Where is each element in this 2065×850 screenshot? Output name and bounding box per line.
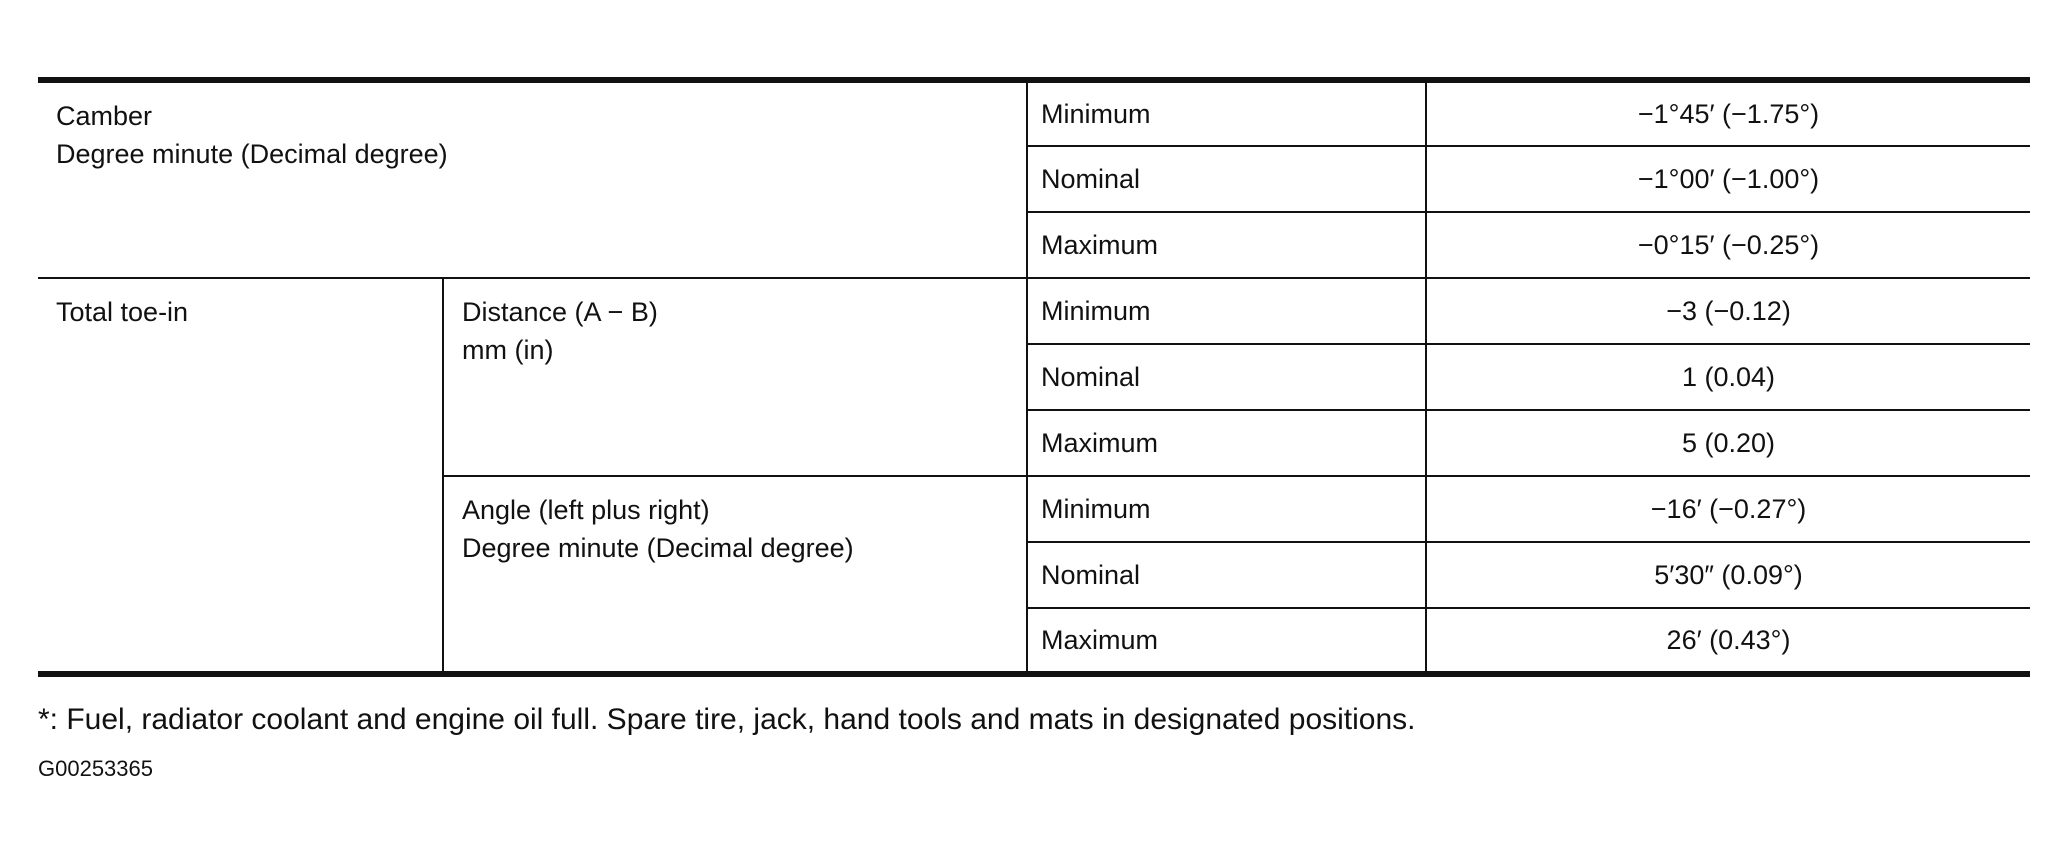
spec-value: −1°00′ (−1.00°) bbox=[1426, 146, 2030, 212]
level-label: Minimum bbox=[1027, 476, 1426, 542]
level-label: Maximum bbox=[1027, 608, 1426, 674]
spec-value: −3 (−0.12) bbox=[1426, 278, 2030, 344]
camber-unit: Degree minute (Decimal degree) bbox=[56, 139, 448, 169]
camber-title: Camber bbox=[56, 101, 153, 131]
spec-value: 1 (0.04) bbox=[1426, 344, 2030, 410]
level-label: Nominal bbox=[1027, 146, 1426, 212]
spec-value: −1°45′ (−1.75°) bbox=[1426, 80, 2030, 146]
distance-subparameter-cell bbox=[443, 278, 1027, 476]
distance-label: Distance (A − B) bbox=[462, 297, 658, 327]
level-label: Nominal bbox=[1027, 344, 1426, 410]
spec-value: 5′30″ (0.09°) bbox=[1426, 542, 2030, 608]
level-label: Minimum bbox=[1027, 80, 1426, 146]
distance-unit: mm (in) bbox=[462, 335, 554, 365]
toe-parameter-cell bbox=[38, 278, 443, 674]
camber-parameter-cell bbox=[38, 80, 1027, 278]
angle-label: Angle (left plus right) bbox=[462, 495, 710, 525]
footnote: *: Fuel, radiator coolant and engine oil full. Spare tire, jack, hand tools and mats in designated positions. bbox=[38, 703, 1416, 736]
level-label: Minimum bbox=[1027, 278, 1426, 344]
level-label: Maximum bbox=[1027, 410, 1426, 476]
level-label: Maximum bbox=[1027, 212, 1426, 278]
table-row bbox=[38, 80, 2030, 146]
spec-value: −16′ (−0.27°) bbox=[1426, 476, 2030, 542]
alignment-spec-table bbox=[38, 77, 2030, 677]
spec-value: 26′ (0.43°) bbox=[1426, 608, 2030, 674]
spec-value: −0°15′ (−0.25°) bbox=[1426, 212, 2030, 278]
figure-code: G00253365 bbox=[38, 756, 153, 781]
angle-subparameter-cell bbox=[443, 476, 1027, 674]
angle-unit: Degree minute (Decimal degree) bbox=[462, 533, 854, 563]
level-label: Nominal bbox=[1027, 542, 1426, 608]
toe-title: Total toe-in bbox=[56, 297, 189, 327]
table-row bbox=[38, 278, 2030, 344]
spec-value: 5 (0.20) bbox=[1426, 410, 2030, 476]
